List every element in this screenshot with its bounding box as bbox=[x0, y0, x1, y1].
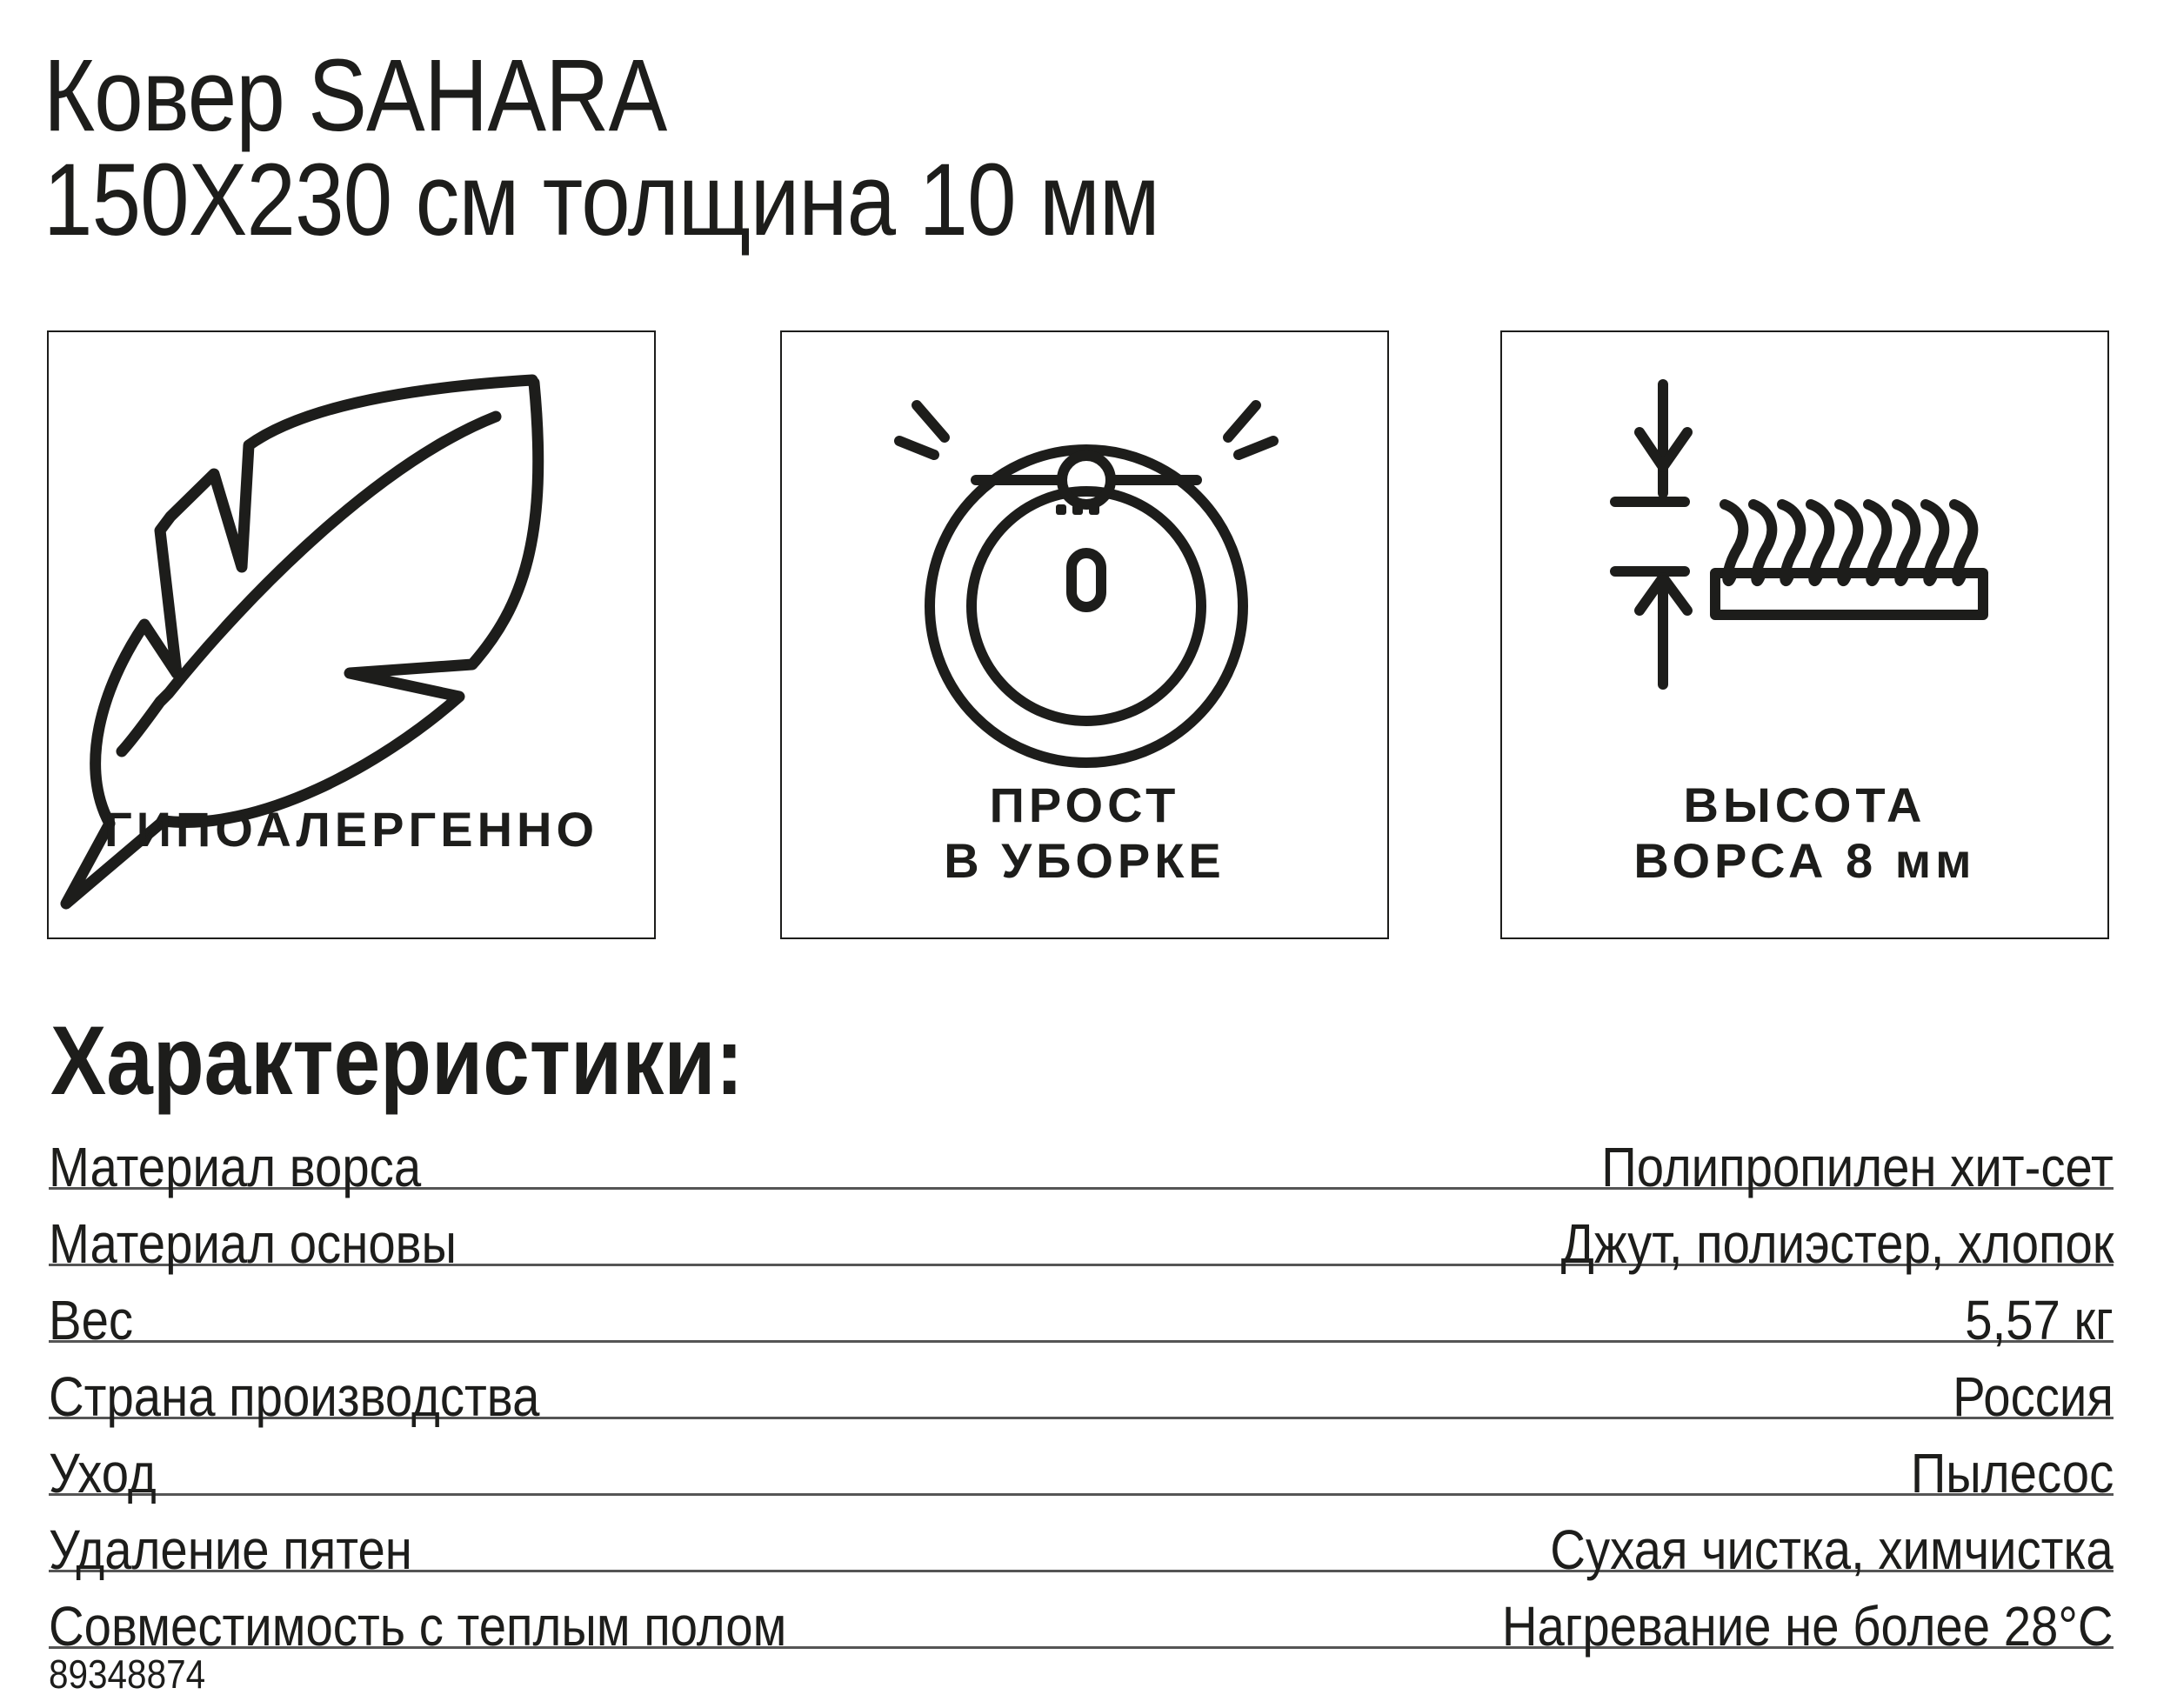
specs-heading: Характеристики: bbox=[50, 1006, 744, 1115]
spec-key: Вес bbox=[49, 1289, 134, 1351]
spec-row bbox=[49, 1572, 2114, 1658]
product-title-line-2: 150X230 см толщина 10 мм bbox=[43, 143, 1159, 257]
specs-table bbox=[49, 1113, 2114, 1658]
feature-label: ГИПОАЛЕРГЕННО bbox=[104, 802, 599, 857]
spec-value: Пылесос bbox=[1910, 1442, 2114, 1505]
feature-label: ВЫСОТА ВОРСА 8 мм bbox=[1633, 777, 1976, 888]
spec-key: Страна производства bbox=[49, 1365, 540, 1428]
spec-key: Совместимость с теплым полом bbox=[49, 1595, 787, 1658]
product-title bbox=[43, 38, 1159, 257]
spec-key: Материал основы bbox=[49, 1212, 457, 1275]
spec-key: Уход bbox=[49, 1442, 157, 1505]
spec-value: Нагревание не более 28°С bbox=[1502, 1595, 2114, 1658]
feature-card-easy-cleaning bbox=[780, 330, 1389, 939]
feature-card-hypoallergenic bbox=[47, 330, 656, 939]
product-title-line-1: Ковер SAHARA bbox=[43, 38, 667, 153]
spec-row bbox=[49, 1343, 2114, 1428]
spec-row bbox=[49, 1190, 2114, 1275]
spec-row bbox=[49, 1419, 2114, 1505]
spec-key: Материал ворса bbox=[49, 1136, 422, 1198]
feature-label: ПРОСТ В УБОРКЕ bbox=[944, 777, 1225, 888]
spec-row bbox=[49, 1266, 2114, 1351]
spec-value: Сухая чистка, химчистка bbox=[1550, 1518, 2114, 1581]
spec-value: Россия bbox=[1953, 1365, 2114, 1428]
spec-row bbox=[49, 1496, 2114, 1581]
spec-value: Полипропилен хит-сет bbox=[1601, 1136, 2114, 1198]
feature-card-pile-height bbox=[1500, 330, 2109, 939]
spec-key: Удаление пятен bbox=[49, 1518, 412, 1581]
spec-row bbox=[49, 1113, 2114, 1198]
article-code: 89348874 bbox=[49, 1651, 206, 1697]
spec-value: 5,57 кг bbox=[1965, 1289, 2114, 1351]
spec-value: Джут, полиэстер, хлопок bbox=[1560, 1212, 2114, 1275]
